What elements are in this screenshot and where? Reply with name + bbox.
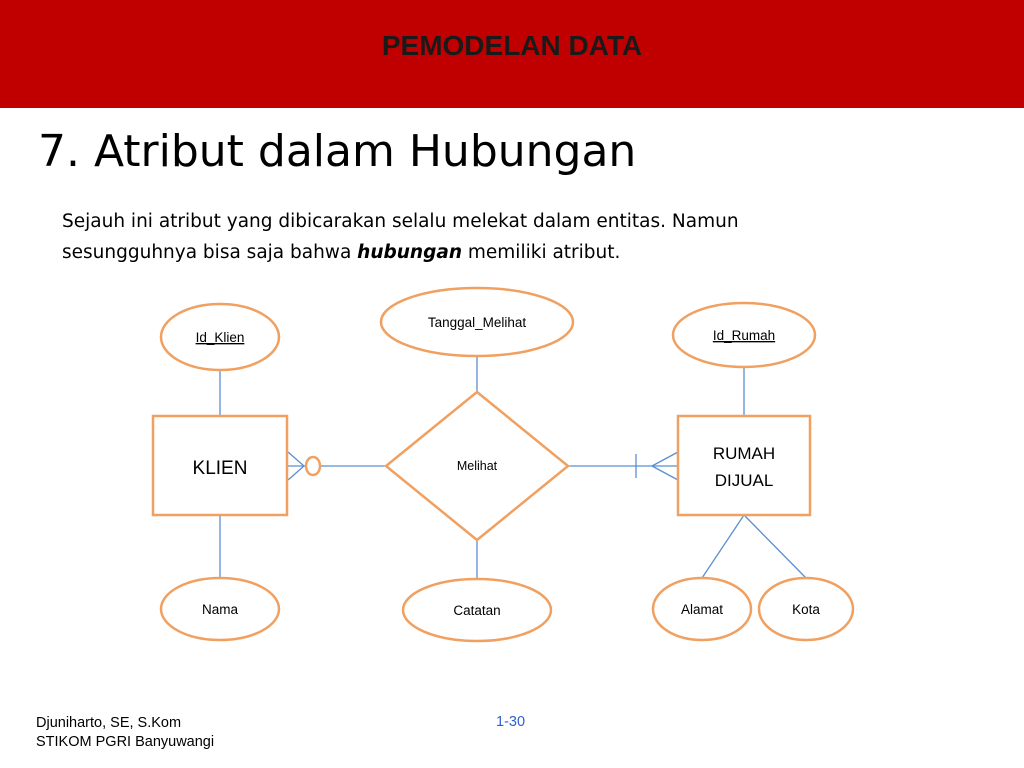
slide-title: 7. Atribut dalam Hubungan [38,126,637,177]
crowfoot-rumah-upper [652,452,678,466]
entity-rumah-label-line1: RUMAH [712,444,776,463]
optional-circle-marker [306,457,320,475]
paragraph-line-2-end: memiliki atribut. [462,242,621,263]
crowfoot-rumah-lower [652,466,678,480]
footer-institution: STIKOM PGRI Banyuwangi [36,734,215,750]
paragraph-bold-term: hubungan [357,242,462,263]
header-title: PEMODELAN DATA [381,30,643,61]
footer-credits [36,714,214,752]
attribute-alamat-label: Alamat [680,602,724,617]
connector-rumah-alamat [702,515,744,578]
attribute-nama-label: Nama [201,602,239,617]
attribute-kota-label: Kota [792,602,820,617]
crowfoot-klien-upper [288,452,304,466]
attribute-id-klien-label: Id_Klien [195,330,245,345]
footer-page-number: 1-30 [496,714,526,730]
footer-author: Djuniharto, SE, S.Kom [36,715,182,731]
paragraph-line-1: Sejauh ini atribut yang dibicarakan selalu melekat dalam entitas. Namun [62,211,739,232]
attribute-tanggal-melihat-label: Tanggal_Melihat [427,315,527,330]
entity-rumah-box [678,416,810,515]
relationship-melihat-label: Melihat [456,459,498,473]
connector-rumah-kota [744,515,806,578]
attribute-id-rumah-label: Id_Rumah [712,328,776,343]
crowfoot-klien-lower [288,466,304,480]
attribute-catatan-label: Catatan [453,603,501,618]
paragraph-line-2-start: sesungguhnya bisa saja bahwa [62,242,358,263]
entity-klien-label: KLIEN [192,458,248,479]
entity-rumah-label-line2: DIJUAL [714,471,774,490]
